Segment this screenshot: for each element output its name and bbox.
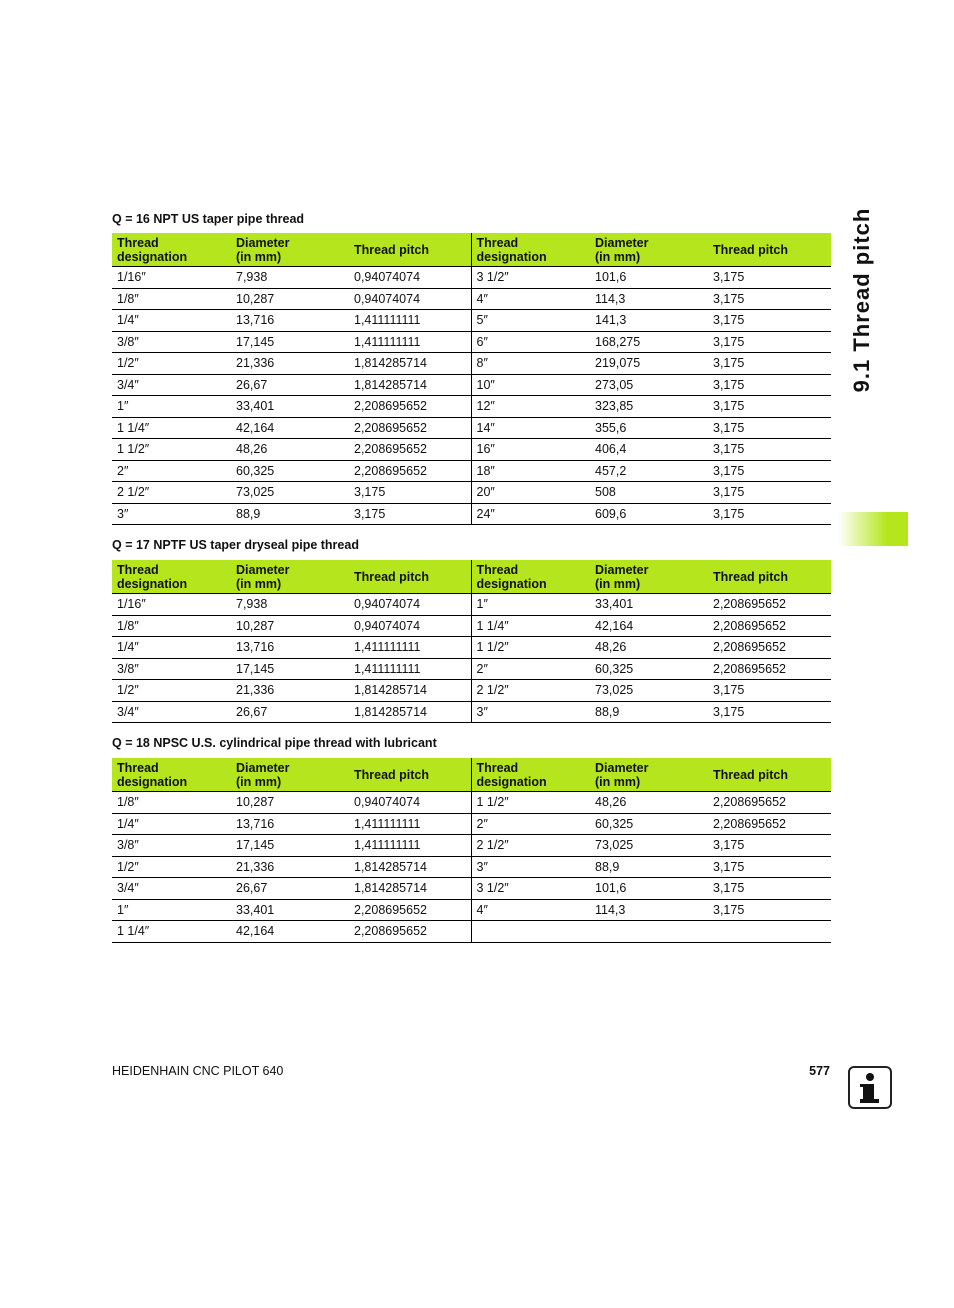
table-cell: 3,175 — [708, 288, 831, 310]
table-cell: 13,716 — [231, 813, 349, 835]
table-cell: 24″ — [471, 503, 590, 525]
table-cell: 6″ — [471, 331, 590, 353]
table-cell: 3,175 — [708, 503, 831, 525]
header-thread-designation — [471, 758, 590, 792]
table-cell: 3,175 — [708, 439, 831, 461]
header-thread-pitch — [349, 233, 471, 267]
table-header-row — [112, 233, 831, 267]
table-row — [112, 813, 831, 835]
table-cell: 1/4″ — [112, 813, 231, 835]
header-text: Thread — [476, 760, 519, 775]
table-cell: 3,175 — [708, 680, 831, 702]
table-row — [112, 856, 831, 878]
table-cell: 13,716 — [231, 310, 349, 332]
table-cell: 1″ — [112, 396, 231, 418]
table-row — [112, 417, 831, 439]
header-thread-designation — [112, 233, 231, 267]
table-cell: 3,175 — [708, 701, 831, 723]
table-cell — [708, 921, 831, 943]
info-icon-dot — [866, 1073, 874, 1081]
header-text: Thread pitch — [354, 242, 430, 257]
table-row — [112, 594, 831, 616]
table-row — [112, 288, 831, 310]
info-icon — [848, 1066, 892, 1109]
page-number: 577 — [809, 1064, 830, 1078]
header-text: (in mm) — [595, 576, 641, 591]
table-cell: 1,814285714 — [349, 878, 471, 900]
table-row — [112, 680, 831, 702]
table-cell: 2 1/2″ — [471, 835, 590, 857]
table-cell: 48,26 — [590, 792, 708, 814]
table-cell: 1/2″ — [112, 680, 231, 702]
table-cell: 1 1/4″ — [112, 921, 231, 943]
table-cell: 2″ — [112, 460, 231, 482]
header-thread-designation — [112, 560, 231, 594]
header-text: Thread pitch — [713, 242, 789, 257]
table-cell: 60,325 — [231, 460, 349, 482]
header-text: Thread pitch — [713, 767, 789, 782]
table-cell: 355,6 — [590, 417, 708, 439]
table-cell: 3,175 — [708, 417, 831, 439]
table-cell: 33,401 — [590, 594, 708, 616]
table-cell: 17,145 — [231, 658, 349, 680]
table-cell: 0,94074074 — [349, 615, 471, 637]
table-cell: 3,175 — [708, 835, 831, 857]
table-cell: 42,164 — [231, 921, 349, 943]
header-thread-pitch — [708, 758, 831, 792]
table-cell: 48,26 — [590, 637, 708, 659]
table-header-row — [112, 758, 831, 792]
table-cell: 60,325 — [590, 658, 708, 680]
table-cell: 1/4″ — [112, 637, 231, 659]
table-row — [112, 482, 831, 504]
header-text: Thread — [476, 562, 519, 577]
header-text: Thread — [117, 760, 159, 775]
table-cell: 73,025 — [590, 680, 708, 702]
table-cell: 3 1/2″ — [471, 878, 590, 900]
table-cell: 60,325 — [590, 813, 708, 835]
header-thread-designation — [112, 758, 231, 792]
table-cell: 18″ — [471, 460, 590, 482]
table-cell: 101,6 — [590, 267, 708, 289]
table-row — [112, 396, 831, 418]
table-row — [112, 701, 831, 723]
table-cell: 7,938 — [231, 267, 349, 289]
thread-table-q18 — [112, 758, 831, 943]
table-cell: 88,9 — [590, 856, 708, 878]
table-cell: 3″ — [112, 503, 231, 525]
header-thread-designation — [471, 233, 590, 267]
section-title-q16: Q = 16 NPT US taper pipe thread — [112, 212, 305, 226]
header-thread-pitch — [708, 233, 831, 267]
table-cell: 2,208695652 — [349, 439, 471, 461]
table-cell: 42,164 — [231, 417, 349, 439]
table-cell — [471, 921, 590, 943]
table-cell: 3,175 — [708, 482, 831, 504]
table-cell: 609,6 — [590, 503, 708, 525]
header-text: Thread — [117, 235, 159, 250]
table-cell: 114,3 — [590, 899, 708, 921]
thread-table-q16 — [112, 233, 831, 525]
table-cell: 3,175 — [708, 374, 831, 396]
header-text: Diameter — [236, 562, 290, 577]
header-thread-pitch — [708, 560, 831, 594]
table-cell: 2,208695652 — [708, 792, 831, 814]
table-cell: 0,94074074 — [349, 594, 471, 616]
table-cell: 2,208695652 — [708, 615, 831, 637]
table-cell: 33,401 — [231, 899, 349, 921]
table-cell: 1 1/2″ — [471, 792, 590, 814]
table-cell: 3,175 — [708, 267, 831, 289]
header-text: Diameter — [236, 235, 290, 250]
table-cell: 3,175 — [708, 310, 831, 332]
table-cell: 33,401 — [231, 396, 349, 418]
header-text: Diameter — [236, 760, 290, 775]
table-cell: 3,175 — [708, 396, 831, 418]
table-cell: 0,94074074 — [349, 792, 471, 814]
table-cell: 26,67 — [231, 701, 349, 723]
header-text: Thread pitch — [713, 569, 789, 584]
table-cell: 1/2″ — [112, 353, 231, 375]
header-diameter — [590, 560, 708, 594]
section-title-q18: Q = 18 NPSC U.S. cylindrical pipe thread with lubricant — [112, 736, 437, 750]
header-text: Thread — [476, 235, 519, 250]
header-text: designation — [476, 576, 547, 591]
table-cell: 1,814285714 — [349, 353, 471, 375]
table-cell: 13,716 — [231, 637, 349, 659]
table-cell: 3,175 — [708, 331, 831, 353]
table-cell: 1 1/4″ — [471, 615, 590, 637]
table-cell: 273,05 — [590, 374, 708, 396]
info-icon-base — [860, 1099, 879, 1103]
table-cell: 1 1/4″ — [112, 417, 231, 439]
table-cell: 219,075 — [590, 353, 708, 375]
table-cell: 21,336 — [231, 856, 349, 878]
table-row — [112, 835, 831, 857]
side-tab-title: 9.1 Thread pitch — [849, 207, 874, 393]
header-diameter — [590, 758, 708, 792]
table-cell: 17,145 — [231, 331, 349, 353]
table-cell: 1/4″ — [112, 310, 231, 332]
header-text: Thread pitch — [354, 569, 430, 584]
table-cell: 21,336 — [231, 680, 349, 702]
table-cell: 17,145 — [231, 835, 349, 857]
table-cell: 3,175 — [349, 503, 471, 525]
footer-product-name: HEIDENHAIN CNC PILOT 640 — [112, 1064, 284, 1078]
table-cell: 141,3 — [590, 310, 708, 332]
table-cell: 3/8″ — [112, 331, 231, 353]
table-cell: 73,025 — [231, 482, 349, 504]
table-cell: 0,94074074 — [349, 288, 471, 310]
table-row — [112, 331, 831, 353]
table-cell: 73,025 — [590, 835, 708, 857]
table-cell: 1,814285714 — [349, 374, 471, 396]
table-cell: 1/8″ — [112, 615, 231, 637]
header-thread-pitch — [349, 758, 471, 792]
table-cell: 1,814285714 — [349, 856, 471, 878]
table-cell: 2,208695652 — [349, 396, 471, 418]
table-cell: 1/8″ — [112, 792, 231, 814]
table-cell: 1,814285714 — [349, 701, 471, 723]
header-text: designation — [117, 774, 188, 789]
header-text: Diameter — [595, 235, 649, 250]
table-cell: 4″ — [471, 899, 590, 921]
table-cell: 101,6 — [590, 878, 708, 900]
table-cell: 3″ — [471, 856, 590, 878]
table-cell: 1,814285714 — [349, 680, 471, 702]
table-cell: 21,336 — [231, 353, 349, 375]
table-cell: 3,175 — [349, 482, 471, 504]
table-cell: 26,67 — [231, 374, 349, 396]
table-cell: 2,208695652 — [708, 594, 831, 616]
table-cell: 114,3 — [590, 288, 708, 310]
table-cell: 2 1/2″ — [471, 680, 590, 702]
table-cell: 1/16″ — [112, 267, 231, 289]
table-header-row — [112, 560, 831, 594]
side-tab-marker — [838, 512, 908, 546]
table-cell: 10,287 — [231, 288, 349, 310]
header-text: designation — [117, 576, 188, 591]
header-text: (in mm) — [236, 774, 282, 789]
header-text: Diameter — [595, 760, 649, 775]
table-cell — [590, 921, 708, 943]
table-cell: 3,175 — [708, 878, 831, 900]
header-thread-pitch — [349, 560, 471, 594]
table-cell: 2,208695652 — [708, 658, 831, 680]
table-cell: 14″ — [471, 417, 590, 439]
table-cell: 1/2″ — [112, 856, 231, 878]
table-row — [112, 637, 831, 659]
table-row — [112, 878, 831, 900]
header-text: designation — [117, 249, 188, 264]
table-cell: 1,411111111 — [349, 658, 471, 680]
table-cell: 3/8″ — [112, 658, 231, 680]
table-cell: 168,275 — [590, 331, 708, 353]
table-row — [112, 267, 831, 289]
table-cell: 3,175 — [708, 460, 831, 482]
table-cell: 2″ — [471, 813, 590, 835]
header-diameter — [590, 233, 708, 267]
table-cell: 2″ — [471, 658, 590, 680]
table-cell: 1 1/2″ — [112, 439, 231, 461]
table-cell: 10,287 — [231, 615, 349, 637]
table-row — [112, 658, 831, 680]
table-cell: 26,67 — [231, 878, 349, 900]
table-cell: 1″ — [471, 594, 590, 616]
table-cell: 2 1/2″ — [112, 482, 231, 504]
header-text: (in mm) — [595, 249, 641, 264]
table-cell: 2,208695652 — [708, 637, 831, 659]
table-cell: 16″ — [471, 439, 590, 461]
thread-table-q17 — [112, 560, 831, 723]
table-cell: 4″ — [471, 288, 590, 310]
header-diameter — [231, 758, 349, 792]
table-cell: 12″ — [471, 396, 590, 418]
table-cell: 406,4 — [590, 439, 708, 461]
table-cell: 508 — [590, 482, 708, 504]
table-cell: 3″ — [471, 701, 590, 723]
header-text: (in mm) — [595, 774, 641, 789]
table-cell: 10″ — [471, 374, 590, 396]
table-cell: 3/4″ — [112, 374, 231, 396]
table-row — [112, 374, 831, 396]
header-text: (in mm) — [236, 576, 282, 591]
table-cell: 8″ — [471, 353, 590, 375]
table-cell: 1 1/2″ — [471, 637, 590, 659]
header-thread-designation — [471, 560, 590, 594]
table-cell: 2,208695652 — [349, 921, 471, 943]
header-text: designation — [476, 774, 547, 789]
header-text: designation — [476, 249, 547, 264]
table-cell: 1,411111111 — [349, 310, 471, 332]
header-text: (in mm) — [236, 249, 282, 264]
table-row — [112, 310, 831, 332]
table-cell: 1,411111111 — [349, 835, 471, 857]
table-cell: 88,9 — [590, 701, 708, 723]
table-cell: 2,208695652 — [349, 460, 471, 482]
table-cell: 3 1/2″ — [471, 267, 590, 289]
table-cell: 0,94074074 — [349, 267, 471, 289]
table-row — [112, 503, 831, 525]
table-row — [112, 615, 831, 637]
table-cell: 3/4″ — [112, 878, 231, 900]
table-cell: 3/4″ — [112, 701, 231, 723]
table-row — [112, 899, 831, 921]
table-cell: 48,26 — [231, 439, 349, 461]
table-row — [112, 921, 831, 943]
table-cell: 88,9 — [231, 503, 349, 525]
table-cell: 3,175 — [708, 856, 831, 878]
table-cell: 3,175 — [708, 899, 831, 921]
table-cell: 1/8″ — [112, 288, 231, 310]
table-cell: 3,175 — [708, 353, 831, 375]
table-row — [112, 353, 831, 375]
header-text: Thread — [117, 562, 159, 577]
section-title-q17: Q = 17 NPTF US taper dryseal pipe thread — [112, 538, 359, 552]
table-cell: 5″ — [471, 310, 590, 332]
table-cell: 10,287 — [231, 792, 349, 814]
header-diameter — [231, 233, 349, 267]
table-cell: 1″ — [112, 899, 231, 921]
table-cell: 42,164 — [590, 615, 708, 637]
table-cell: 3/8″ — [112, 835, 231, 857]
table-cell: 20″ — [471, 482, 590, 504]
table-cell: 1,411111111 — [349, 331, 471, 353]
table-row — [112, 460, 831, 482]
table-cell: 7,938 — [231, 594, 349, 616]
table-cell: 2,208695652 — [708, 813, 831, 835]
table-cell: 1,411111111 — [349, 637, 471, 659]
table-row — [112, 792, 831, 814]
table-cell: 457,2 — [590, 460, 708, 482]
table-cell: 2,208695652 — [349, 417, 471, 439]
table-cell: 1/16″ — [112, 594, 231, 616]
table-cell: 323,85 — [590, 396, 708, 418]
table-row — [112, 439, 831, 461]
table-cell: 2,208695652 — [349, 899, 471, 921]
header-text: Thread pitch — [354, 767, 430, 782]
header-text: Diameter — [595, 562, 649, 577]
table-cell: 1,411111111 — [349, 813, 471, 835]
header-diameter — [231, 560, 349, 594]
